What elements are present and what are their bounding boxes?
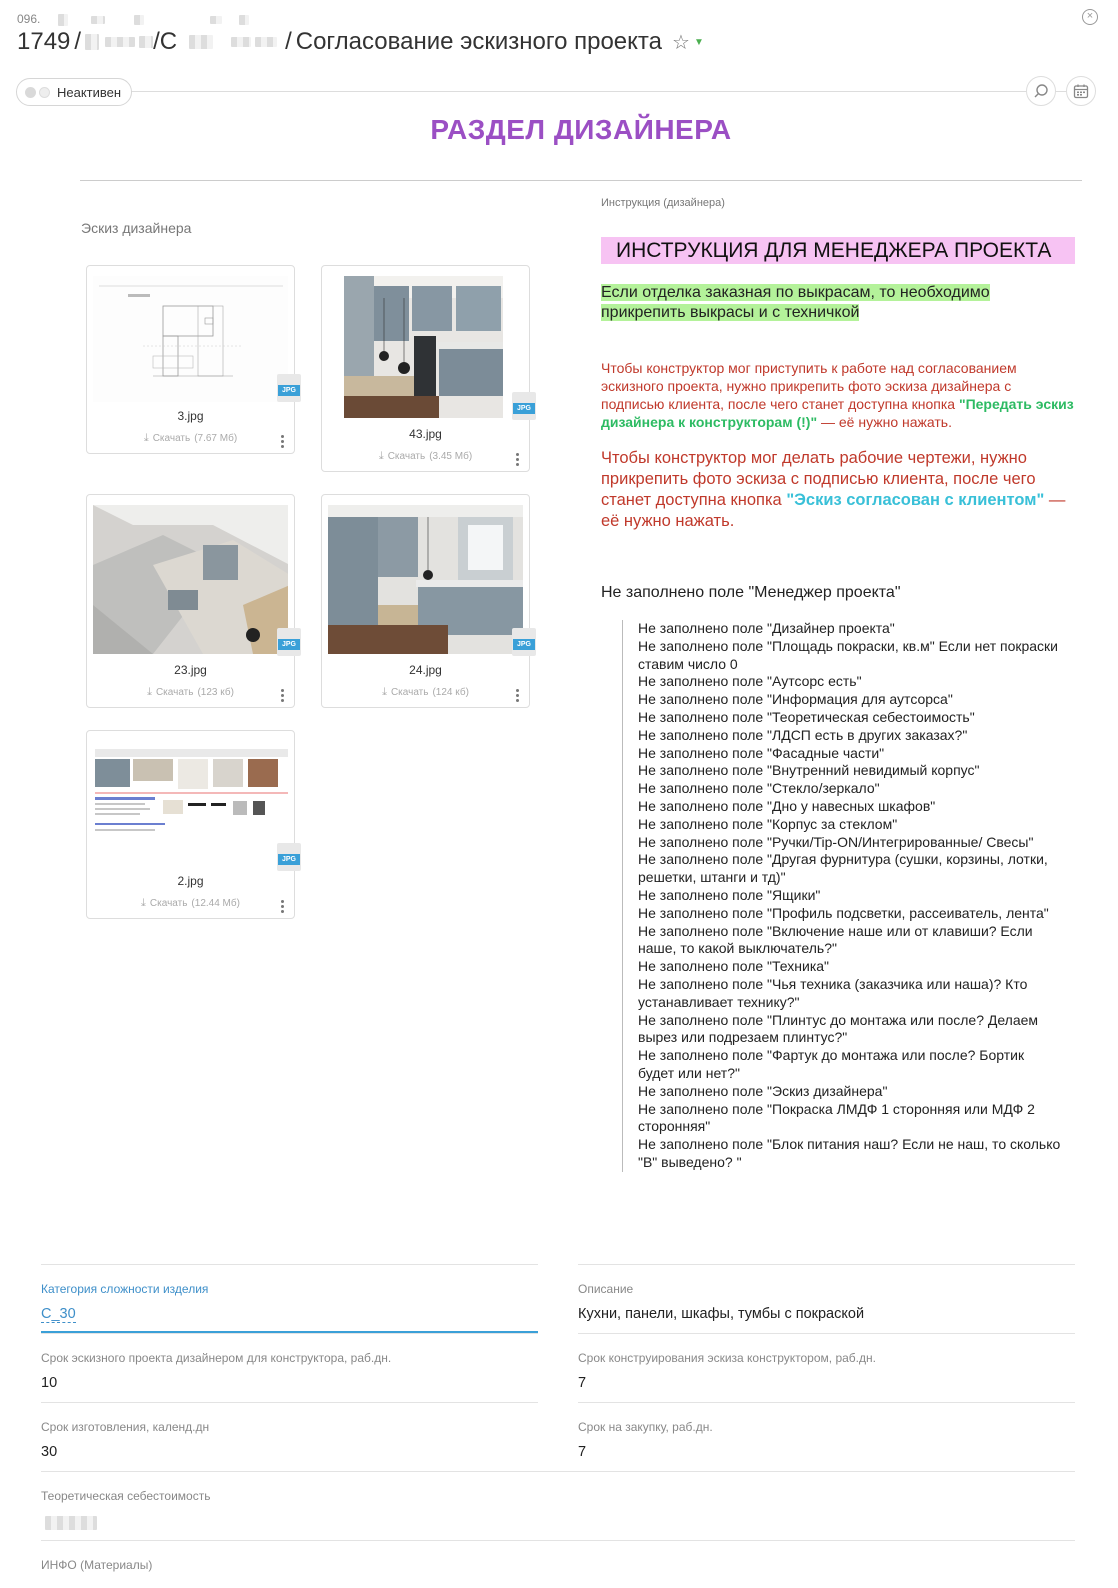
chevron-down-icon[interactable]: ▼ [693,36,704,48]
missing-field-heading: Не заполнено поле "Менеджер проекта" [601,584,901,601]
download-label: Скачать [155,687,194,698]
instruction-label: Инструкция (дизайнера) [601,197,725,209]
files-label: Эскиз дизайнера [81,220,192,236]
missing-field-item: Не заполнено поле "ЛДСП есть в других заказах?" [638,726,968,743]
file-name: 24.jpg [409,663,442,677]
field-label: Срок конструирования эскиза конструктором, раб.дн. [578,1351,876,1365]
missing-field-item: Не заполнено поле "Блок питания наш? Если не наш, то сколько "В" выведено? " [638,1136,1065,1170]
breadcrumb-separator: / [285,28,292,55]
drawing-thumbnail [93,276,288,402]
file-type-label: JPG [513,403,535,414]
jpg-file-icon [277,374,301,402]
jpg-file-icon [277,843,301,871]
breadcrumb-code: 096. [17,12,41,26]
instruction-paragraph-small [601,359,1076,431]
field-label: Срок на закупку, раб.дн. [578,1420,713,1434]
missing-field-item: Не заполнено поле "Плинтус до монтажа или после? Делаем вырез или подрезаем плинтус?" [638,1011,1042,1046]
missing-field-item: Не заполнено поле "Техника" [638,958,830,975]
highlighted-note [601,283,1037,323]
redacted-text [231,37,251,47]
field-info[interactable] [41,1540,1075,1588]
field-sketch-term[interactable] [41,1333,538,1401]
missing-field-item: Не заполнено поле "Дизайнер проекта" [638,620,895,636]
paragraph-text: Чтобы конструктор мог делать рабочие чертежи, нужно прикрепить фото эскиза с подписью клиента, после чего станет доступна кнопка [601,449,1036,509]
file-size: (123 кб) [197,687,234,698]
download-link[interactable] [87,432,294,445]
file-name: 23.jpg [174,663,207,677]
missing-field-item: Не заполнено поле "Чья техника (заказчика или наша)? Кто устанавливает технику?" [638,975,1032,1010]
file-card[interactable] [86,730,295,919]
field-label: ИНФО (Материалы) [41,1558,153,1572]
file-type-label: JPG [278,385,300,396]
download-label: Скачать [387,451,426,462]
redacted-text [91,16,105,24]
file-type-label: JPG [278,854,300,865]
highlighted-note-text: Если отделка заказная по выкрасам, то необходимо прикрепить выкрасы и с техничкой [601,284,990,321]
page-title-text: Согласование эскизного проекта [295,28,662,55]
missing-field-item: Не заполнено поле "Аутсорс есть" [638,673,862,690]
download-icon: ⤓ [143,432,149,444]
missing-field-item: Не заполнено поле "Другая фурнитура (сушки, корзины, лотки, решетки, штанги и тд)" [638,851,1052,886]
redacted-text [189,35,213,49]
download-label: Скачать [390,687,429,698]
missing-field-item: Не заполнено поле "Фартук до монтажа или после? Бортик будет или нет?" [638,1047,1028,1081]
kebab-menu-icon[interactable] [281,433,285,450]
field-construct-term[interactable] [578,1333,1075,1401]
file-type-label: JPG [278,639,300,650]
spec-sheet-thumbnail [93,745,288,855]
download-icon: ⤓ [147,686,152,698]
kitchen-render-thumbnail [328,505,523,654]
section-divider [80,180,1082,181]
file-size: (124 кб) [432,687,469,698]
missing-field-item: Не заполнено поле "Информация для аутсорса" [638,691,953,708]
download-link[interactable] [322,686,529,699]
download-link[interactable] [322,450,529,463]
missing-field-item: Не заполнено поле "Фасадные части" [638,744,885,761]
missing-field-item: Не заполнено поле "Площадь покраски, кв.м" Если нет покраски ставим число 0 [638,637,1062,672]
record-id: 1749 [17,28,71,55]
status-divider [16,91,1082,92]
field-complexity[interactable] [41,1264,538,1332]
missing-field-item: Не заполнено поле "Ящики" [638,886,821,903]
download-label: Скачать [149,898,188,909]
paragraph-text: Чтобы конструктор мог приступить к работе над согласованием эскизного проекта, нужно прикрепить фото эскиза дизайнера с подписью клиента, после чего станет доступна кнопка [601,360,1017,412]
kitchen-3d-thumbnail [93,505,288,654]
section-title: РАЗДЕЛ ДИЗАЙНЕРА [430,114,732,145]
status-dot-icon [25,87,36,98]
search-button[interactable] [1026,76,1056,106]
redacted-text [139,36,153,48]
file-thumbnail[interactable] [344,276,503,418]
instruction-heading: ИНСТРУКЦИЯ ДЛЯ МЕНЕДЖЕРА ПРОЕКТА [601,237,1075,264]
missing-field-item: Не заполнено поле "Профиль подсветки, рассеиватель, лента" [638,904,1049,921]
file-thumbnail[interactable] [93,745,288,855]
redacted-value [45,1516,97,1530]
field-label: Срок изготовления, календ.дн [41,1420,210,1434]
redacted-text [105,37,135,47]
missing-field-item: Не заполнено поле "Теоретическая себестоимость" [638,708,975,725]
jpg-file-icon [512,392,536,420]
kebab-menu-icon[interactable] [516,687,520,704]
breadcrumb-separator: / [74,28,82,55]
field-value: 30 [41,1444,58,1460]
file-thumbnail[interactable] [93,276,288,402]
file-size: (7.67 Мб) [194,433,238,444]
file-card[interactable] [321,265,530,472]
star-outline-icon[interactable]: ☆ [672,31,690,54]
calendar-button[interactable] [1066,76,1096,106]
file-type-label: JPG [513,639,535,650]
download-icon: ⤓ [141,897,146,909]
paragraph-text: — её нужно нажать. [601,491,1066,530]
kebab-menu-icon[interactable] [516,451,520,468]
search-icon [1033,83,1049,99]
missing-field-item: Не заполнено поле "Включение наше или от клавиши? Если наше, то какой выключатель?" [638,922,1037,957]
file-name: 2.jpg [177,874,204,888]
status-dot-icon [39,87,50,98]
kebab-menu-icon[interactable] [281,687,285,704]
download-label: Скачать [152,433,191,444]
file-size: (3.45 Мб) [429,451,473,462]
missing-field-item: Не заполнено поле "Корпус за стеклом" [638,815,898,832]
field-value: Кухни, панели, шкафы, тумбы с покраской [578,1306,865,1322]
file-name: 43.jpg [409,427,442,441]
missing-field-item: Не заполнено поле "Ручки/Tip-ON/Интегрированные/ Свесы" [638,833,1034,850]
field-label: Категория сложности изделия [41,1282,209,1296]
status-toggle[interactable] [16,78,132,106]
field-purchase-term[interactable] [578,1402,1075,1470]
download-icon: ⤓ [382,686,387,698]
redacted-text [58,14,68,26]
field-label: Срок эскизного проекта дизайнером для конструктора, раб.дн. [41,1351,392,1365]
download-icon: ⤓ [378,450,384,462]
file-thumbnail[interactable] [328,505,523,654]
calendar-icon [1073,83,1089,99]
paragraph-text: — её нужно нажать. [817,414,952,430]
button-reference: "Эскиз согласован с клиентом" [786,491,1045,509]
download-link[interactable] [87,897,294,910]
field-label: Теоретическая себестоимость [41,1489,211,1503]
file-name: 3.jpg [177,409,204,423]
missing-field-item: Не заполнено поле "Дно у навесных шкафов" [638,797,936,814]
missing-fields-list [622,620,1065,1172]
missing-field-item: Не заполнено поле "Стекло/зеркало" [638,780,880,797]
file-thumbnail[interactable] [93,505,288,654]
status-label: Неактивен [57,84,122,100]
redacted-text [85,34,99,50]
breadcrumb-separator: /С [153,28,178,55]
file-size: (12.44 Мб) [191,898,240,909]
breadcrumb-top [17,12,249,26]
field-make-term[interactable] [41,1402,538,1470]
redacted-text [239,15,249,25]
field-cost[interactable] [41,1471,1075,1539]
kebab-menu-icon[interactable] [281,898,285,915]
jpg-file-icon [277,628,301,656]
field-value: 7 [578,1375,587,1391]
download-link[interactable] [87,686,294,699]
missing-field-item: Не заполнено поле "Эскиз дизайнера" [638,1082,888,1099]
jpg-file-icon [512,628,536,656]
page-title [17,28,704,56]
file-card[interactable] [321,494,530,708]
field-value: 10 [41,1375,58,1391]
field-value: 7 [578,1444,587,1460]
kitchen-render-thumbnail [344,276,503,418]
close-circle-icon[interactable]: × [1082,9,1098,25]
redacted-text [210,16,222,24]
file-card[interactable] [86,265,295,454]
instruction-paragraph-large [601,448,1081,532]
redacted-text [134,15,144,25]
button-reference: "Передать эскиз дизайнера к конструкторам (!)" [601,396,1074,430]
missing-field-item: Не заполнено поле "Покраска ЛМДФ 1 сторонняя или МДФ 2 сторонняя" [638,1100,1039,1135]
field-description[interactable] [578,1264,1075,1332]
file-card[interactable] [86,494,295,708]
field-label: Описание [578,1282,634,1296]
complexity-value-link[interactable]: С_30 [41,1306,76,1322]
missing-field-item: Не заполнено поле "Внутренний невидимый корпус" [638,762,980,779]
redacted-text [255,37,277,47]
